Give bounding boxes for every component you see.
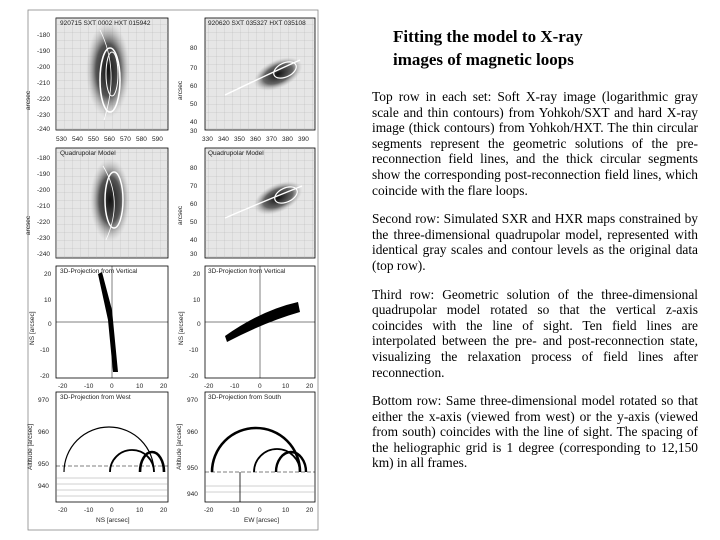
row4-left-x-axis-label: NS [arcsec] bbox=[96, 517, 130, 524]
row4-left-panel bbox=[56, 392, 168, 502]
svg-text:540: 540 bbox=[72, 136, 83, 143]
row2-left-panel bbox=[56, 148, 168, 258]
svg-text:-230: -230 bbox=[37, 112, 51, 119]
svg-text:0: 0 bbox=[197, 321, 201, 328]
svg-text:10: 10 bbox=[282, 507, 290, 514]
page-title-line-1: Fitting the model to X-ray bbox=[393, 27, 583, 46]
svg-text:950: 950 bbox=[38, 461, 49, 468]
row2-left-y-axis-label: arcsec bbox=[25, 215, 32, 235]
svg-text:3D-Projection from South: 3D-Projection from South bbox=[208, 394, 281, 401]
svg-text:40: 40 bbox=[190, 119, 198, 126]
svg-text:380: 380 bbox=[282, 136, 293, 143]
svg-text:10: 10 bbox=[282, 383, 290, 390]
svg-text:920715 SXT 0002 HXT 015942: 920715 SXT 0002 HXT 015942 bbox=[60, 20, 151, 27]
svg-text:3D-Projection from West: 3D-Projection from West bbox=[60, 394, 131, 401]
svg-text:10: 10 bbox=[44, 297, 52, 304]
svg-text:-190: -190 bbox=[37, 48, 51, 55]
svg-text:-180: -180 bbox=[37, 32, 51, 39]
row4-right-x-axis-label: EW [arcsec] bbox=[244, 517, 280, 524]
svg-text:30: 30 bbox=[190, 128, 198, 135]
svg-text:10: 10 bbox=[136, 383, 144, 390]
paragraph-third-row: Third row: Geometric solution of the three-dimensional quadrupolar model rotated so that the vertical z-axis coincides with the line of sight. Ten field lines are interpolated between the pre- and post-reconnection state, visualizing the relaxation process of field lines after reconnection. bbox=[372, 286, 698, 380]
svg-text:20: 20 bbox=[306, 383, 314, 390]
row3-right-y-axis-label: NS [arcsec] bbox=[178, 311, 185, 345]
svg-text:3D-Projection from Vertical: 3D-Projection from Vertical bbox=[60, 268, 138, 275]
paragraph-top-row: Top row in each set: Soft X-ray image (logarithmic gray scale and thin contours) from Yohkoh/SXT and hard X-ray image (thick contours) from Yohkoh/HXT. The thin circular segments represent the geometric solutions of the pre-reconnection field lines, and the thick circular segments show the corresponding post-reconnection field lines, which coincide with the flare loops. bbox=[372, 89, 698, 198]
svg-text:20: 20 bbox=[44, 271, 52, 278]
svg-text:Quadrupolar Model: Quadrupolar Model bbox=[208, 150, 264, 157]
svg-text:550: 550 bbox=[88, 136, 99, 143]
svg-text:-20: -20 bbox=[204, 383, 214, 390]
svg-text:-220: -220 bbox=[37, 96, 51, 103]
svg-text:-180: -180 bbox=[37, 155, 51, 162]
svg-text:350: 350 bbox=[234, 136, 245, 143]
svg-text:10: 10 bbox=[136, 507, 144, 514]
paragraph-second-row: Second row: Simulated SXR and HXR maps constrained by the three-dimensional quadrupolar model, represented with identical gray scales and contour levels as the original data (top row). bbox=[372, 211, 698, 273]
svg-text:70: 70 bbox=[190, 183, 198, 190]
svg-text:970: 970 bbox=[38, 397, 49, 404]
row3-right-panel bbox=[205, 266, 315, 378]
row2-right-panel bbox=[205, 148, 315, 258]
svg-text:530: 530 bbox=[56, 136, 67, 143]
svg-text:50: 50 bbox=[190, 101, 198, 108]
row3-left-y-axis-label: NS [arcsec] bbox=[29, 311, 36, 345]
svg-text:940: 940 bbox=[187, 491, 198, 498]
svg-text:-200: -200 bbox=[37, 64, 51, 71]
row1-left-y-ticks bbox=[37, 32, 50, 133]
row2-right-y-axis-label: arcsec bbox=[177, 205, 184, 225]
row2-left-y-ticks bbox=[37, 155, 50, 258]
row1-right-panel bbox=[205, 18, 315, 130]
svg-text:570: 570 bbox=[120, 136, 131, 143]
svg-text:80: 80 bbox=[190, 45, 198, 52]
svg-text:360: 360 bbox=[250, 136, 261, 143]
page-title-line-2: images of magnetic loops bbox=[393, 50, 574, 69]
svg-text:-220: -220 bbox=[37, 219, 51, 226]
svg-text:330: 330 bbox=[202, 136, 213, 143]
svg-text:-240: -240 bbox=[37, 126, 51, 133]
row4-right-y-axis-label: Altitude [arcsec] bbox=[176, 423, 183, 470]
svg-text:940: 940 bbox=[38, 483, 49, 490]
svg-text:0: 0 bbox=[48, 321, 52, 328]
svg-text:60: 60 bbox=[190, 201, 198, 208]
row3-left-y-ticks bbox=[40, 271, 52, 380]
svg-text:-10: -10 bbox=[84, 383, 94, 390]
row1-left-x-ticks bbox=[56, 136, 163, 143]
row1-left-panel bbox=[56, 18, 168, 130]
svg-text:30: 30 bbox=[190, 251, 198, 258]
caption-text bbox=[372, 89, 698, 484]
row3-left-panel bbox=[56, 266, 168, 378]
row1-right-y-ticks bbox=[190, 45, 198, 135]
svg-text:580: 580 bbox=[136, 136, 147, 143]
svg-text:-240: -240 bbox=[37, 251, 51, 258]
svg-text:20: 20 bbox=[306, 507, 314, 514]
row3-right-x-ticks bbox=[204, 383, 314, 390]
svg-text:-10: -10 bbox=[230, 507, 240, 514]
svg-text:-10: -10 bbox=[189, 347, 199, 354]
row4-left-y-axis-label: Altitude [arcsec] bbox=[27, 423, 34, 470]
row4-right-x-ticks bbox=[204, 507, 314, 514]
row4-right-y-ticks bbox=[187, 397, 198, 498]
row4-left-x-ticks bbox=[58, 507, 168, 514]
svg-text:-10: -10 bbox=[40, 347, 50, 354]
svg-text:-20: -20 bbox=[58, 507, 68, 514]
svg-text:3D-Projection from Vertical: 3D-Projection from Vertical bbox=[208, 268, 286, 275]
page-title bbox=[393, 25, 693, 71]
row1-right-y-axis-label: arcsec bbox=[177, 80, 184, 100]
row2-right-y-ticks bbox=[190, 165, 198, 258]
svg-text:20: 20 bbox=[193, 271, 201, 278]
svg-text:-20: -20 bbox=[204, 507, 214, 514]
svg-text:20: 20 bbox=[160, 507, 168, 514]
svg-text:340: 340 bbox=[218, 136, 229, 143]
svg-text:0: 0 bbox=[110, 507, 114, 514]
svg-text:370: 370 bbox=[266, 136, 277, 143]
svg-text:960: 960 bbox=[38, 429, 49, 436]
svg-text:20: 20 bbox=[160, 383, 168, 390]
svg-text:-20: -20 bbox=[58, 383, 68, 390]
svg-text:0: 0 bbox=[110, 383, 114, 390]
svg-text:60: 60 bbox=[190, 83, 198, 90]
row3-right-y-ticks bbox=[189, 271, 201, 380]
svg-text:40: 40 bbox=[190, 237, 198, 244]
row4-left-y-ticks bbox=[38, 397, 49, 490]
svg-text:-200: -200 bbox=[37, 187, 51, 194]
svg-text:-10: -10 bbox=[84, 507, 94, 514]
svg-text:80: 80 bbox=[190, 165, 198, 172]
svg-text:390: 390 bbox=[298, 136, 309, 143]
svg-text:560: 560 bbox=[104, 136, 115, 143]
svg-text:-210: -210 bbox=[37, 203, 51, 210]
svg-text:970: 970 bbox=[187, 397, 198, 404]
svg-text:-10: -10 bbox=[230, 383, 240, 390]
svg-text:-190: -190 bbox=[37, 171, 51, 178]
svg-text:-20: -20 bbox=[40, 373, 50, 380]
svg-text:10: 10 bbox=[193, 297, 201, 304]
paragraph-bottom-row: Bottom row: Same three-dimensional model rotated so that either the x-axis (viewed from west) or the y-axis (viewed from south) coincides with the line of sight. The spacing of the heliographic grid is 1 degree (corresponding to 12,150 km) in all frames. bbox=[372, 393, 698, 471]
svg-text:0: 0 bbox=[258, 383, 262, 390]
row3-left-x-ticks bbox=[58, 383, 168, 390]
svg-text:-230: -230 bbox=[37, 235, 51, 242]
svg-text:Quadrupolar Model: Quadrupolar Model bbox=[60, 150, 116, 157]
svg-text:920620 SXT 035327 HXT 035108: 920620 SXT 035327 HXT 035108 bbox=[208, 20, 306, 27]
svg-text:0: 0 bbox=[258, 507, 262, 514]
svg-text:590: 590 bbox=[152, 136, 163, 143]
svg-text:950: 950 bbox=[187, 465, 198, 472]
row4-right-panel bbox=[205, 392, 315, 502]
svg-text:70: 70 bbox=[190, 65, 198, 72]
svg-text:50: 50 bbox=[190, 219, 198, 226]
svg-text:-210: -210 bbox=[37, 80, 51, 87]
row1-left-y-axis-label: arcsec bbox=[25, 90, 32, 110]
svg-text:960: 960 bbox=[187, 429, 198, 436]
svg-text:-20: -20 bbox=[189, 373, 199, 380]
row1-right-x-ticks bbox=[202, 136, 309, 143]
